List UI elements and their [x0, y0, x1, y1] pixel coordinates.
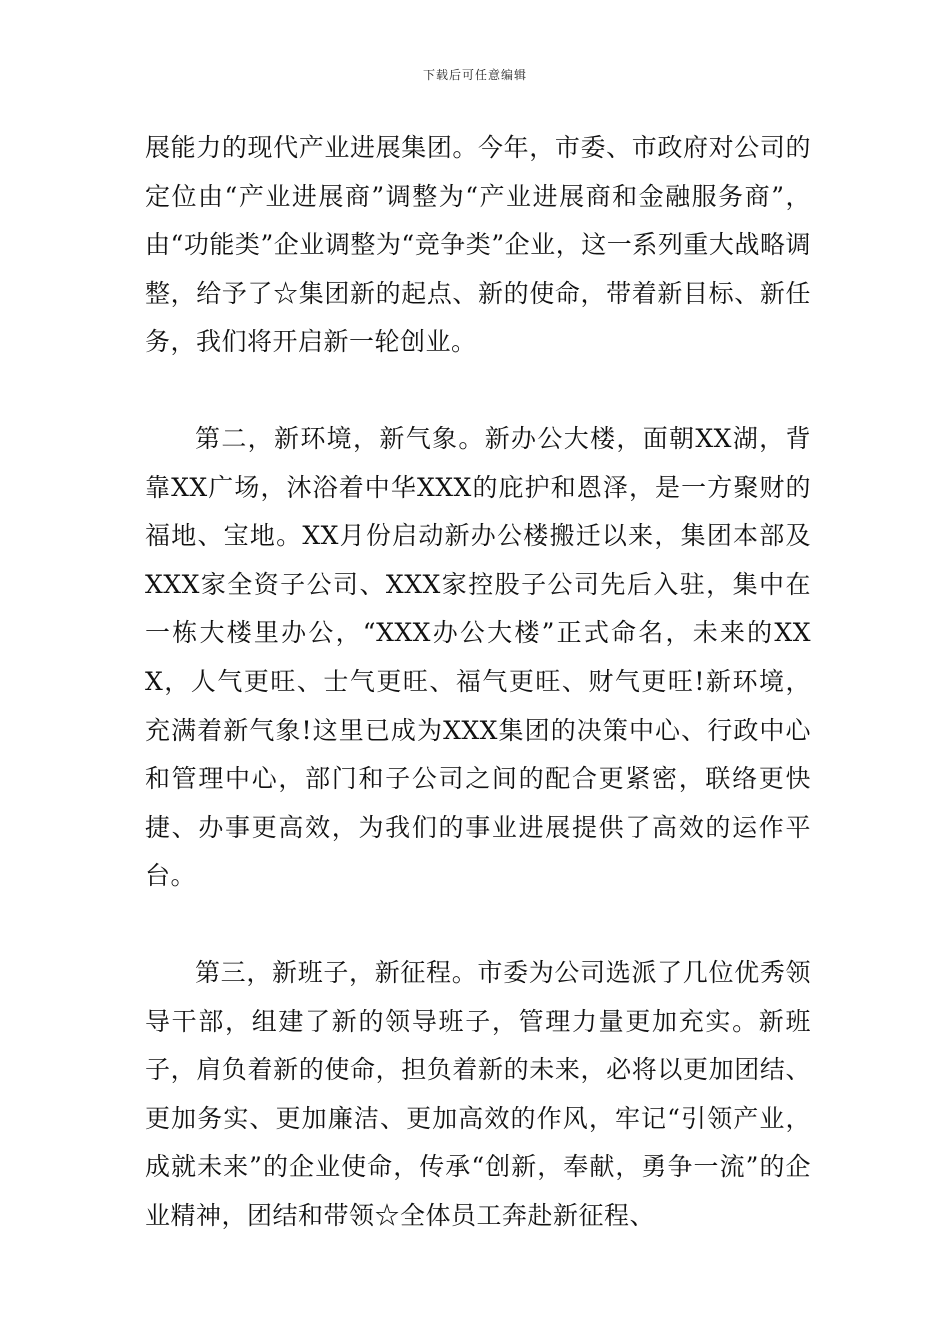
document-body — [145, 124, 811, 1240]
paragraph-continuation: 展能力的现代产业进展集团。今年，市委、市政府对公司的定位由“产业进展商”调整为“产业进展商和金融服务商”，由“功能类”企业调整为“竞争类”企业，这一系列重大战略调整，给予了☆集团新的起点、新的使命，带着新目标、新任务，我们将开启新一轮创业。 — [145, 133, 811, 357]
paragraph-gap — [145, 901, 811, 949]
page-header: 下载后可任意编辑 — [422, 68, 527, 82]
paragraph-third: 第三，新班子，新征程。市委为公司选派了几位优秀领导干部，组建了新的领导班子，管理力量更加充实。新班子，肩负着新的使命，担负着新的未来，必将以更加团结、更加务实、更加廉洁、更加高效的作风，牢记“引领产业，成就未来”的企业使命，传承“创新，奉献，勇争一流”的企业精神，团结和带领☆全体员工奔赴新征程、 — [145, 957, 811, 1230]
paragraph-second: 第二，新环境，新气象。新办公大楼，面朝XX湖，背靠XX广场，沐浴着中华XXX的庇护和恩泽，是一方聚财的福地、宝地。XX月份启动新办公楼搬迁以来，集团本部及XXX家全资子公司、XXX家控股子公司先后入驻，集中在一栋大楼里办公，“XXX办公大楼”正式命名，未来的XXX，人气更旺、士气更旺、福气更旺、财气更旺!新环境，充满着新气象!这里已成为XXX集团的决策中心、行政中心和管理中心，部门和子公司之间的配合更紧密，联络更快捷、办事更高效，为我们的事业进展提供了高效的运作平台。 — [145, 423, 811, 891]
paragraph-gap — [145, 367, 811, 415]
